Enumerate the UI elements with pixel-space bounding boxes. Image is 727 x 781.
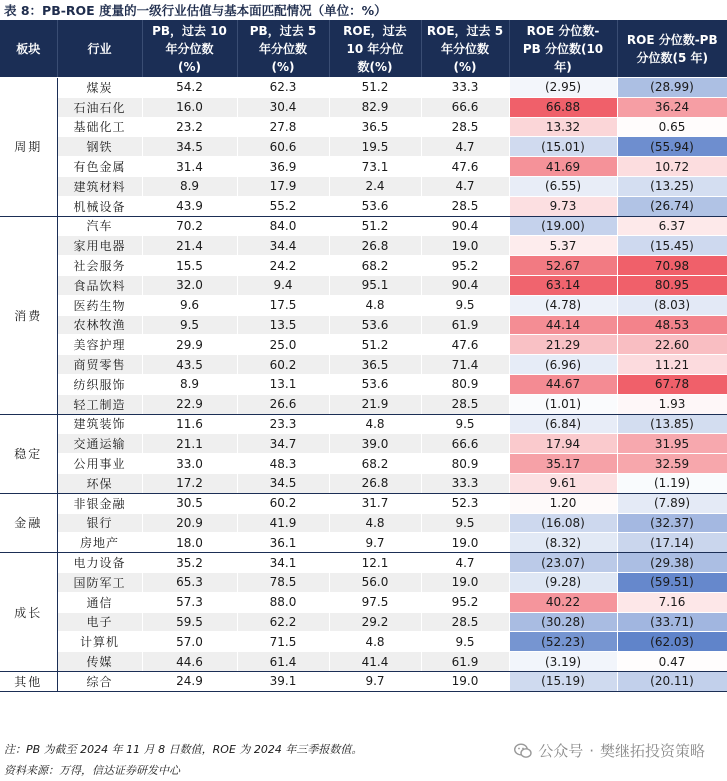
roe10-cell: 39.0 [329, 434, 421, 454]
pb5-cell: 41.9 [237, 513, 329, 533]
industry-cell: 传媒 [57, 652, 142, 672]
wechat-icon [514, 743, 532, 759]
roe5-cell: 90.4 [421, 275, 509, 295]
sector-cell: 金融 [0, 493, 57, 552]
roe5-cell: 9.5 [421, 414, 509, 434]
roe10-cell: 19.5 [329, 137, 421, 157]
pb10-cell: 59.5 [142, 612, 237, 632]
table-row [0, 572, 727, 592]
diff10-cell: 5.37 [509, 236, 617, 256]
table-row [0, 335, 727, 355]
pb10-cell: 15.5 [142, 256, 237, 276]
industry-cell: 社会服务 [57, 256, 142, 276]
pb5-cell: 78.5 [237, 572, 329, 592]
industry-cell: 机械设备 [57, 196, 142, 216]
roe5-cell: 33.3 [421, 473, 509, 493]
pb10-cell: 23.2 [142, 117, 237, 137]
table-row [0, 355, 727, 375]
pb10-cell: 70.2 [142, 216, 237, 236]
pb10-cell: 18.0 [142, 533, 237, 553]
roe10-cell: 9.7 [329, 533, 421, 553]
industry-cell: 计算机 [57, 632, 142, 652]
pb10-cell: 11.6 [142, 414, 237, 434]
table-row [0, 256, 727, 276]
roe5-cell: 19.0 [421, 572, 509, 592]
header-industry: 行业 [57, 20, 142, 78]
roe5-cell: 28.5 [421, 612, 509, 632]
industry-cell: 美容护理 [57, 335, 142, 355]
roe5-cell: 90.4 [421, 216, 509, 236]
diff10-cell: (3.19) [509, 652, 617, 672]
pb5-cell: 34.4 [237, 236, 329, 256]
roe10-cell: 53.6 [329, 315, 421, 335]
diff10-cell: 21.29 [509, 335, 617, 355]
roe5-cell: 47.6 [421, 157, 509, 177]
industry-cell: 建筑装饰 [57, 414, 142, 434]
table-row [0, 533, 727, 553]
pb5-cell: 9.4 [237, 275, 329, 295]
diff10-cell: 44.67 [509, 374, 617, 394]
roe5-cell: 9.5 [421, 513, 509, 533]
industry-cell: 有色金属 [57, 157, 142, 177]
pb10-cell: 34.5 [142, 137, 237, 157]
diff5-cell: 6.37 [617, 216, 727, 236]
diff5-cell: 0.47 [617, 652, 727, 672]
roe10-cell: 68.2 [329, 256, 421, 276]
diff5-cell: 36.24 [617, 97, 727, 117]
industry-cell: 非银金融 [57, 493, 142, 513]
table-row [0, 216, 727, 236]
roe10-cell: 21.9 [329, 394, 421, 414]
table-row [0, 117, 727, 137]
diff5-cell: (28.99) [617, 78, 727, 98]
header-roe10: ROE，过去 10 年分位 数(%) [329, 20, 421, 78]
diff5-cell: 11.21 [617, 355, 727, 375]
diff5-cell: 22.60 [617, 335, 727, 355]
diff10-cell: (52.23) [509, 632, 617, 652]
pb5-cell: 23.3 [237, 414, 329, 434]
pb5-cell: 84.0 [237, 216, 329, 236]
roe5-cell: 19.0 [421, 236, 509, 256]
diff5-cell: 31.95 [617, 434, 727, 454]
pb10-cell: 17.2 [142, 473, 237, 493]
diff10-cell: 1.20 [509, 493, 617, 513]
roe10-cell: 41.4 [329, 652, 421, 672]
pb10-cell: 31.4 [142, 157, 237, 177]
header-row [0, 20, 727, 78]
industry-cell: 煤炭 [57, 78, 142, 98]
pb5-cell: 27.8 [237, 117, 329, 137]
diff10-cell: 35.17 [509, 454, 617, 474]
roe10-cell: 4.8 [329, 513, 421, 533]
industry-cell: 纺织服饰 [57, 374, 142, 394]
pb5-cell: 88.0 [237, 592, 329, 612]
roe5-cell: 71.4 [421, 355, 509, 375]
sector-cell: 周期 [0, 78, 57, 217]
pb10-cell: 33.0 [142, 454, 237, 474]
table-row [0, 434, 727, 454]
roe10-cell: 36.5 [329, 117, 421, 137]
roe10-cell: 51.2 [329, 335, 421, 355]
diff10-cell: 13.32 [509, 117, 617, 137]
pb5-cell: 62.3 [237, 78, 329, 98]
roe5-cell: 19.0 [421, 671, 509, 691]
diff10-cell: 17.94 [509, 434, 617, 454]
diff5-cell: 48.53 [617, 315, 727, 335]
industry-cell: 食品饮料 [57, 275, 142, 295]
pb10-cell: 21.4 [142, 236, 237, 256]
pb5-cell: 60.2 [237, 493, 329, 513]
roe5-cell: 61.9 [421, 652, 509, 672]
industry-cell: 电子 [57, 612, 142, 632]
diff5-cell: (7.89) [617, 493, 727, 513]
industry-cell: 家用电器 [57, 236, 142, 256]
diff10-cell: (16.08) [509, 513, 617, 533]
table-row [0, 196, 727, 216]
pb10-cell: 29.9 [142, 335, 237, 355]
table-row [0, 473, 727, 493]
diff5-cell: 67.78 [617, 374, 727, 394]
industry-cell: 医药生物 [57, 295, 142, 315]
watermark-account: 樊继拓投资策略 [599, 742, 705, 760]
pb10-cell: 8.9 [142, 374, 237, 394]
roe10-cell: 12.1 [329, 553, 421, 573]
pb10-cell: 16.0 [142, 97, 237, 117]
roe5-cell: 80.9 [421, 374, 509, 394]
industry-cell: 石油石化 [57, 97, 142, 117]
roe10-cell: 26.8 [329, 473, 421, 493]
diff10-cell: 40.22 [509, 592, 617, 612]
watermark-separator: · [589, 742, 594, 760]
diff10-cell: 63.14 [509, 275, 617, 295]
pb5-cell: 34.5 [237, 473, 329, 493]
diff5-cell: 1.93 [617, 394, 727, 414]
diff10-cell: 9.61 [509, 473, 617, 493]
header-pb10: PB，过去 10 年分位数 (%) [142, 20, 237, 78]
industry-cell: 商贸零售 [57, 355, 142, 375]
table-row [0, 454, 727, 474]
pb10-cell: 35.2 [142, 553, 237, 573]
table-row [0, 97, 727, 117]
table-row [0, 612, 727, 632]
table-note: 注：PB 为截至 2024 年 11 月 8 日数值，ROE 为 2024 年三季报数值。 [4, 743, 363, 756]
roe10-cell: 95.1 [329, 275, 421, 295]
diff10-cell: (9.28) [509, 572, 617, 592]
pb10-cell: 30.5 [142, 493, 237, 513]
industry-cell: 综合 [57, 671, 142, 691]
pb10-cell: 43.5 [142, 355, 237, 375]
diff5-cell: (55.94) [617, 137, 727, 157]
diff5-cell: (13.85) [617, 414, 727, 434]
pb10-cell: 32.0 [142, 275, 237, 295]
diff5-cell: (32.37) [617, 513, 727, 533]
pb5-cell: 60.2 [237, 355, 329, 375]
watermark-platform: 公众号 [538, 742, 584, 760]
roe5-cell: 95.2 [421, 592, 509, 612]
roe5-cell: 28.5 [421, 394, 509, 414]
diff5-cell: (33.71) [617, 612, 727, 632]
pb5-cell: 71.5 [237, 632, 329, 652]
industry-cell: 汽车 [57, 216, 142, 236]
pb5-cell: 62.2 [237, 612, 329, 632]
table-row [0, 394, 727, 414]
sector-cell: 消费 [0, 216, 57, 414]
diff10-cell: (6.55) [509, 176, 617, 196]
roe10-cell: 53.6 [329, 374, 421, 394]
table-body [0, 78, 727, 692]
diff5-cell: (17.14) [617, 533, 727, 553]
table-row [0, 592, 727, 612]
industry-cell: 轻工制造 [57, 394, 142, 414]
roe5-cell: 28.5 [421, 196, 509, 216]
pb5-cell: 34.7 [237, 434, 329, 454]
diff10-cell: (19.00) [509, 216, 617, 236]
pb5-cell: 26.6 [237, 394, 329, 414]
pb10-cell: 44.6 [142, 652, 237, 672]
pb10-cell: 9.6 [142, 295, 237, 315]
pb5-cell: 60.6 [237, 137, 329, 157]
roe10-cell: 2.4 [329, 176, 421, 196]
table-row [0, 78, 727, 98]
diff10-cell: 41.69 [509, 157, 617, 177]
diff10-cell: 44.14 [509, 315, 617, 335]
header-roe5: ROE，过去 5 年分位数 (%) [421, 20, 509, 78]
pb5-cell: 17.5 [237, 295, 329, 315]
table-caption: 表 8：PB-ROE 度量的一级行业估值与基本面匹配情况（单位：%） [4, 3, 387, 18]
pb10-cell: 21.1 [142, 434, 237, 454]
roe10-cell: 31.7 [329, 493, 421, 513]
diff5-cell: (29.38) [617, 553, 727, 573]
roe5-cell: 47.6 [421, 335, 509, 355]
table-row [0, 157, 727, 177]
pb5-cell: 13.5 [237, 315, 329, 335]
table-row [0, 137, 727, 157]
pb5-cell: 24.2 [237, 256, 329, 276]
diff5-cell: (26.74) [617, 196, 727, 216]
table-row [0, 414, 727, 434]
diff5-cell: (1.19) [617, 473, 727, 493]
roe5-cell: 4.7 [421, 137, 509, 157]
diff5-cell: (15.45) [617, 236, 727, 256]
table-row [0, 275, 727, 295]
industry-cell: 交通运输 [57, 434, 142, 454]
diff5-cell: (8.03) [617, 295, 727, 315]
roe5-cell: 80.9 [421, 454, 509, 474]
pb10-cell: 54.2 [142, 78, 237, 98]
roe10-cell: 4.8 [329, 414, 421, 434]
pb10-cell: 22.9 [142, 394, 237, 414]
industry-cell: 建筑材料 [57, 176, 142, 196]
diff10-cell: (30.28) [509, 612, 617, 632]
roe10-cell: 82.9 [329, 97, 421, 117]
pb5-cell: 36.1 [237, 533, 329, 553]
industry-cell: 国防军工 [57, 572, 142, 592]
pb5-cell: 36.9 [237, 157, 329, 177]
table-row [0, 513, 727, 533]
roe5-cell: 9.5 [421, 295, 509, 315]
diff10-cell: (4.78) [509, 295, 617, 315]
roe10-cell: 51.2 [329, 78, 421, 98]
pb10-cell: 57.0 [142, 632, 237, 652]
table-row [0, 374, 727, 394]
roe5-cell: 19.0 [421, 533, 509, 553]
pb10-cell: 8.9 [142, 176, 237, 196]
header-diff5: ROE 分位数-PB 分位数(5 年) [617, 20, 727, 78]
diff5-cell: 32.59 [617, 454, 727, 474]
pb10-cell: 65.3 [142, 572, 237, 592]
roe10-cell: 26.8 [329, 236, 421, 256]
diff10-cell: (23.07) [509, 553, 617, 573]
diff5-cell: (20.11) [617, 671, 727, 691]
table-row [0, 176, 727, 196]
diff10-cell: 52.67 [509, 256, 617, 276]
roe5-cell: 4.7 [421, 176, 509, 196]
diff10-cell: (6.96) [509, 355, 617, 375]
pb5-cell: 13.1 [237, 374, 329, 394]
diff10-cell: (6.84) [509, 414, 617, 434]
diff5-cell: (59.51) [617, 572, 727, 592]
industry-cell: 公用事业 [57, 454, 142, 474]
roe10-cell: 68.2 [329, 454, 421, 474]
industry-cell: 基础化工 [57, 117, 142, 137]
header-diff10: ROE 分位数- PB 分位数(10 年) [509, 20, 617, 78]
pb10-cell: 43.9 [142, 196, 237, 216]
pb5-cell: 17.9 [237, 176, 329, 196]
industry-cell: 房地产 [57, 533, 142, 553]
industry-cell: 银行 [57, 513, 142, 533]
diff10-cell: (8.32) [509, 533, 617, 553]
pb5-cell: 39.1 [237, 671, 329, 691]
roe5-cell: 28.5 [421, 117, 509, 137]
diff10-cell: 9.73 [509, 196, 617, 216]
watermark [514, 741, 705, 761]
diff5-cell: 0.65 [617, 117, 727, 137]
header-sector: 板块 [0, 20, 57, 78]
roe5-cell: 4.7 [421, 553, 509, 573]
pb10-cell: 20.9 [142, 513, 237, 533]
industry-cell: 通信 [57, 592, 142, 612]
pb10-cell: 9.5 [142, 315, 237, 335]
roe10-cell: 4.8 [329, 632, 421, 652]
table-row [0, 671, 727, 691]
data-source: 资料来源：万得，信达证券研发中心 [4, 764, 180, 777]
roe10-cell: 4.8 [329, 295, 421, 315]
roe5-cell: 61.9 [421, 315, 509, 335]
table-row [0, 315, 727, 335]
diff5-cell: 80.95 [617, 275, 727, 295]
roe10-cell: 51.2 [329, 216, 421, 236]
sector-cell: 稳定 [0, 414, 57, 493]
table-row [0, 295, 727, 315]
pb5-cell: 30.4 [237, 97, 329, 117]
table-row [0, 553, 727, 573]
pb10-cell: 24.9 [142, 671, 237, 691]
sector-cell: 成长 [0, 553, 57, 672]
table-row [0, 652, 727, 672]
roe5-cell: 52.3 [421, 493, 509, 513]
diff5-cell: (13.25) [617, 176, 727, 196]
pb5-cell: 55.2 [237, 196, 329, 216]
table-row [0, 493, 727, 513]
roe10-cell: 29.2 [329, 612, 421, 632]
roe10-cell: 97.5 [329, 592, 421, 612]
diff5-cell: (62.03) [617, 632, 727, 652]
pb-roe-table [0, 20, 727, 692]
diff10-cell: 66.88 [509, 97, 617, 117]
roe10-cell: 56.0 [329, 572, 421, 592]
pb10-cell: 57.3 [142, 592, 237, 612]
roe5-cell: 95.2 [421, 256, 509, 276]
diff10-cell: (1.01) [509, 394, 617, 414]
pb5-cell: 34.1 [237, 553, 329, 573]
roe5-cell: 9.5 [421, 632, 509, 652]
diff5-cell: 70.98 [617, 256, 727, 276]
industry-cell: 环保 [57, 473, 142, 493]
roe5-cell: 33.3 [421, 78, 509, 98]
table-row [0, 236, 727, 256]
pb5-cell: 48.3 [237, 454, 329, 474]
diff5-cell: 7.16 [617, 592, 727, 612]
pb5-cell: 61.4 [237, 652, 329, 672]
pb5-cell: 25.0 [237, 335, 329, 355]
diff5-cell: 10.72 [617, 157, 727, 177]
roe10-cell: 53.6 [329, 196, 421, 216]
roe10-cell: 36.5 [329, 355, 421, 375]
industry-cell: 农林牧渔 [57, 315, 142, 335]
industry-cell: 电力设备 [57, 553, 142, 573]
sector-cell: 其他 [0, 671, 57, 691]
header-pb5: PB，过去 5 年分位数 (%) [237, 20, 329, 78]
diff10-cell: (15.19) [509, 671, 617, 691]
roe10-cell: 73.1 [329, 157, 421, 177]
roe10-cell: 9.7 [329, 671, 421, 691]
diff10-cell: (2.95) [509, 78, 617, 98]
diff10-cell: (15.01) [509, 137, 617, 157]
roe5-cell: 66.6 [421, 97, 509, 117]
table-row [0, 632, 727, 652]
roe5-cell: 66.6 [421, 434, 509, 454]
industry-cell: 钢铁 [57, 137, 142, 157]
